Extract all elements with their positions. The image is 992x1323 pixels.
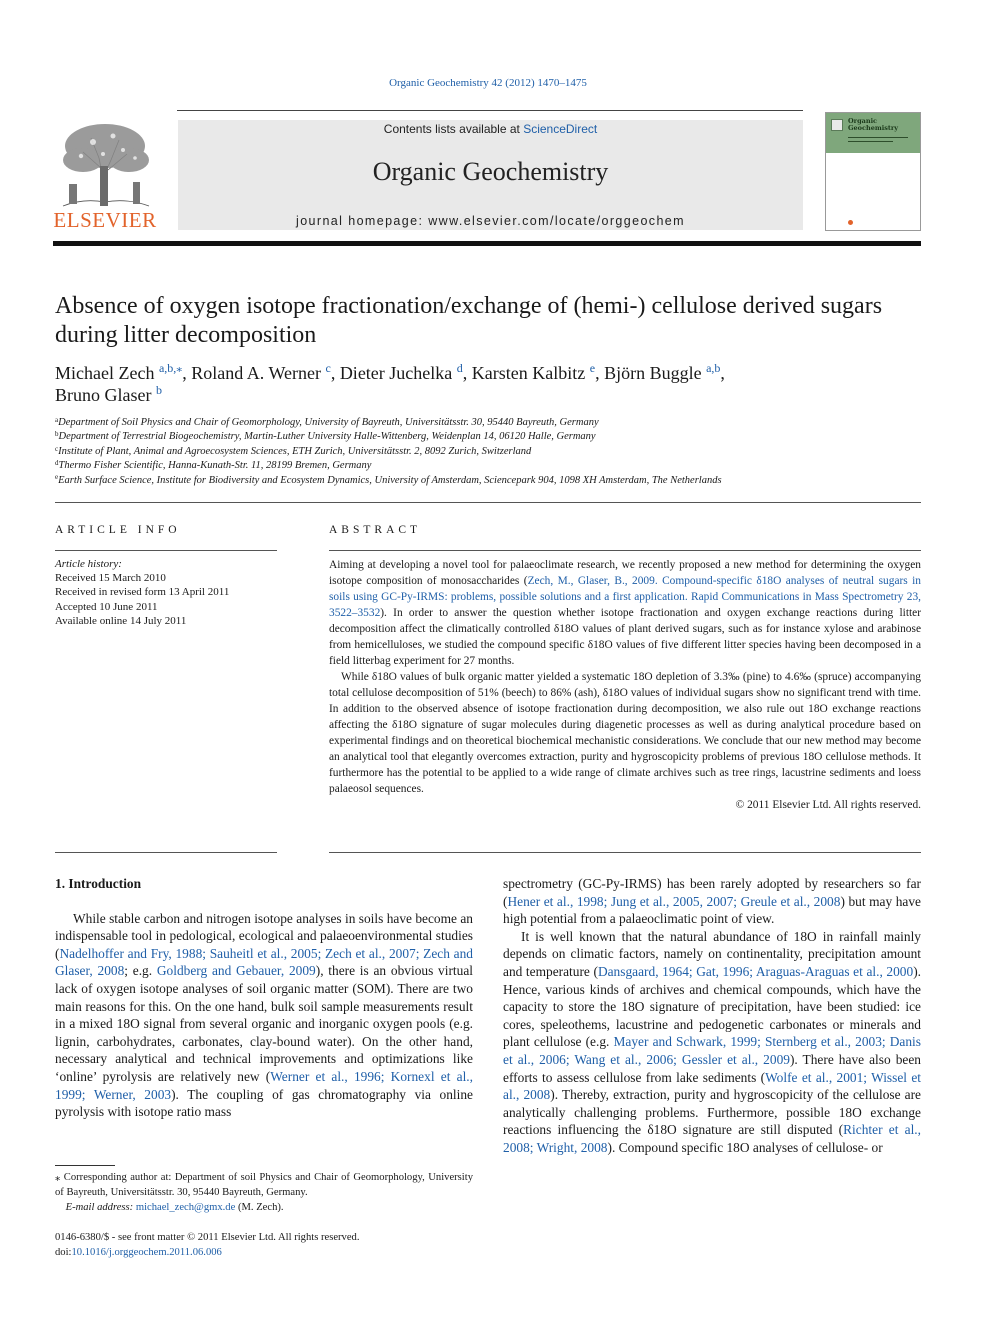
- body-text-run: ). There have also been efforts to assess cellulose from lake sediments (: [503, 1051, 921, 1085]
- affiliation-item: [55, 474, 935, 488]
- article-history-label: Article history:: [55, 558, 122, 570]
- footnote-marker: ⁎: [55, 1172, 61, 1183]
- affiliation-text: Thermo Fisher Scientific, Hanna-Kunath-Str. 11, 28199 Bremen, Germany: [58, 460, 372, 472]
- cover-logo-icon: [831, 119, 843, 131]
- abstract-rule: [329, 550, 921, 551]
- author-affiliation-marker[interactable]: a,b,: [158, 361, 177, 376]
- affiliation-key: e: [55, 473, 59, 482]
- affiliation-list: [55, 416, 935, 488]
- article-info-rule: [55, 550, 277, 551]
- abstract-paragraph: While δ18O values of bulk organic matter yielded a systematic 18O depletion of 3.3‰ (pine) to 4.6‰ (spruce) accompanying total cellulose decomposition of 51% (beech) to 86% (ash), δ18O values of individual sugars show no significant trend with time. In addition to the observed absence of isotope fractionation during decomposition, we also rule out 18O exchange reactions affecting the δ18O signature of sugar molecules during diagenetic processes as well as during analytical procedure based on experimental findings and on theoretical biochemical mechanistic considerations. We conclude that our new method may become an analytical tool that elegantly overcomes extraction, purity and hygroscopicity problems of previous 18O cellulose methods. It furthermore has the potential to be applied to a wide range of climate archives such as tree rings, lacustrine sediments and loess palaeosol sequences.: [329, 671, 921, 795]
- author-separator: ,: [462, 363, 472, 383]
- section-rule: [55, 502, 921, 503]
- body-text-run: ). Thereby, extraction, purity and hygroscopicity of the cellulose are analytically challenging problems. Furthermore, possible 18O exchange reactions influencing the δ18O signature are still disputed (: [503, 1087, 921, 1138]
- footnote-rule: [55, 1165, 115, 1166]
- body-text-run: ). The coupling of gas chromatography via online pyrolysis with isotope ratio mass: [55, 1086, 473, 1120]
- doi-line: [55, 1245, 555, 1260]
- header-top-rule: [177, 110, 803, 111]
- journal-homepage-link[interactable]: journal homepage: www.elsevier.com/locate/orggeochem: [296, 214, 685, 228]
- author-separator: ,: [595, 363, 605, 383]
- footnote-text: [55, 1170, 473, 1200]
- contents-available-line: [178, 122, 803, 136]
- corresponding-author-footnote: [55, 1170, 473, 1215]
- journal-citation-link[interactable]: Organic Geochemistry 42 (2012) 1470–1475: [389, 77, 587, 89]
- history-item: Received in revised form 13 April 2011: [55, 586, 230, 599]
- body-text-run: ) but may have high potential from a palaeoclimatic point of view.: [503, 893, 921, 927]
- author-affiliation-marker[interactable]: d: [456, 361, 463, 376]
- cover-rule: [848, 137, 908, 138]
- sciencedirect-link[interactable]: ScienceDirect: [523, 122, 598, 136]
- copyright-notice: © 2011 Elsevier Ltd. All rights reserved.: [735, 799, 921, 811]
- abstract-rule: [329, 852, 921, 853]
- issn-line: 0146-6380/$ - see front matter © 2011 Elsevier Ltd. All rights reserved.: [55, 1232, 360, 1243]
- author-name[interactable]: Björn Buggle: [604, 363, 702, 383]
- body-text-run: spectrometry (GC-Py-IRMS) has been rarely adopted by researchers so far (: [503, 876, 921, 909]
- body-column-right: [503, 875, 921, 1157]
- author-separator: ,: [330, 363, 340, 383]
- affiliation-key: b: [55, 430, 59, 439]
- citation-link[interactable]: Goldberg and Gebauer, 2009: [156, 963, 316, 979]
- cover-publisher-icon: [848, 220, 853, 225]
- journal-name: Organic Geochemistry: [372, 157, 609, 186]
- email-suffix: (M. Zech).: [235, 1202, 284, 1213]
- abstract-text-run: Aiming at developing a novel tool for palaeoclimate research, we recently proposed a new method for determining the oxygen isotope composition of monosaccharides (: [329, 559, 921, 587]
- affiliation-text: Institute of Plant, Animal and Agroecosystem Sciences, ETH Zurich, Universitätsstr. 2, 8092 Zurich, Switzerland: [58, 445, 532, 457]
- affiliation-item: [55, 416, 935, 430]
- email-link[interactable]: michael_zech@gmx.de: [135, 1202, 236, 1213]
- abstract-paragraph: [329, 557, 921, 669]
- affiliation-item: [55, 445, 935, 459]
- affiliation-text: Department of Soil Physics and Chair of Geomorphology, University of Bayreuth, Universitätsstr. 30, 95440 Bayreuth, Germany: [58, 417, 599, 428]
- affiliation-text: Department of Terrestrial Biogeochemistry, Martin-Luther University Halle-Wittenberg, Weidenplan 14, 06120 Halle, Germany: [58, 431, 596, 443]
- contents-prefix: Contents lists available at: [383, 122, 524, 136]
- header-thick-rule: [53, 241, 921, 246]
- citation-link[interactable]: Nadelhoffer and Fry, 1988; Sauheitl et al., 2005; Zech et al., 2007; Zech and Glaser, 2008: [55, 945, 473, 979]
- citation-link[interactable]: Zech, M., Glaser, B., 2009. Compound-specific δ18O analyses of neutral sugars in soils using GC-Py-IRMS: problems, possible solutions and a first application. Rapid Communications in Mass Spectrometry 23, 3522–3532: [329, 575, 921, 619]
- author-name[interactable]: Michael Zech: [55, 363, 155, 383]
- affiliation-key: d: [55, 459, 59, 468]
- body-paragraph: [55, 910, 473, 1121]
- body-text-run: ). Hence, various kinds of archives and chemical compounds, which have the capacity to store the 18O signature of precipitation, have been studied: ice cores, speleothems, lacustrine and pedogenetic carbonates or minerals and plant cellulose (e.g.: [503, 963, 921, 1050]
- tree-icon: [53, 118, 157, 208]
- citation-link[interactable]: Wolfe et al., 2001; Wissel et al., 2008: [503, 1069, 921, 1103]
- body-paragraph: [503, 928, 921, 1157]
- article-history: [55, 557, 277, 628]
- doi-link[interactable]: 10.1016/j.orggeochem.2011.06.006: [71, 1247, 222, 1258]
- body-paragraph: [503, 875, 921, 928]
- body-text-run: While stable carbon and nitrogen isotope analyses in soils have become an indispensable tool in pedological, ecological and palaeoenvironmental studies (: [55, 910, 473, 961]
- author-list: [55, 362, 925, 406]
- body-text-run: ; e.g.: [124, 963, 157, 979]
- journal-cover-thumbnail[interactable]: [825, 112, 921, 231]
- author-name[interactable]: Dieter Juchelka: [339, 363, 453, 383]
- history-item: Received 15 March 2010: [55, 572, 166, 585]
- body-text-run: ). Compound specific 18O analyses of cellulose- or: [607, 1139, 883, 1155]
- article-info-rule: [55, 852, 277, 853]
- affiliation-item: [55, 459, 935, 473]
- affiliation-key: a: [55, 415, 59, 424]
- author-affiliation-marker[interactable]: e: [589, 361, 596, 376]
- abstract-heading: ABSTRACT: [329, 524, 422, 536]
- author-affiliation-marker[interactable]: a,b: [706, 361, 721, 376]
- author-name[interactable]: Karsten Kalbitz: [471, 363, 586, 383]
- cover-title: Organic Geochemistry: [848, 117, 899, 132]
- affiliation-text: Earth Surface Science, Institute for Biodiversity and Ecosystem Dynamics, University of Amsterdam, Sciencepark 904, 1098 XH Amsterdam, The Netherlands: [58, 474, 722, 486]
- article-info-heading: ARTICLE INFO: [55, 524, 181, 536]
- citation-link[interactable]: Richter et al., 2008; Wright, 2008: [503, 1122, 921, 1155]
- body-column-left: [55, 875, 473, 1121]
- history-item: Available online 14 July 2011: [55, 614, 187, 627]
- abstract-text-run: ). In order to answer the question whether isotope fractionation and oxygen exchange reactions during litter decomposition affect the climatically controlled δ18O values of plant derived sugars, such as for instance xylose and arabinose from hemicelluloses, we studied the compound specific δ18O values of five different litter species having been decomposed in a field litterbag experiment for 27 months.: [329, 607, 921, 667]
- corresponding-author-marker[interactable]: ⁎: [176, 361, 183, 376]
- elsevier-wordmark: ELSEVIER: [53, 208, 157, 232]
- article-identifiers: [55, 1230, 555, 1260]
- author-name[interactable]: Roland A. Werner: [191, 363, 321, 383]
- email-line: [55, 1200, 473, 1215]
- author-separator: ,: [720, 363, 725, 383]
- abstract-body: [329, 557, 921, 813]
- body-text-run: ), there is an obvious virtual lack of oxygen isotope analyses of soil organic matter (SOM). There are two main reasons for this. On the one hand, bulk soil sample measurements result in a mixed 18O signal from several organic and inorganic oxygen pools (e.g. lignin, carbohydrates, carbonates, clay-bound water). On the other hand, necessary analytical and technical improvements and optimizations like ‘online’ pyrolysis are relatively new (: [55, 963, 473, 1084]
- affiliation-item: [55, 430, 935, 444]
- email-label: E-mail address:: [65, 1202, 134, 1213]
- affiliation-key: c: [55, 444, 59, 453]
- citation-link[interactable]: Hener et al., 1998; Jung et al., 2005, 2007; Greule et al., 2008: [507, 893, 841, 909]
- history-item: Accepted 10 June 2011: [55, 600, 158, 613]
- author-affiliation-marker[interactable]: b: [155, 383, 162, 398]
- article-title: Absence of oxygen isotope fractionation/exchange of (hemi-) cellulose derived sugars during litter decomposition: [55, 293, 883, 348]
- citation-link[interactable]: Dansgaard, 1964; Gat, 1996; Araguas-Araguas et al., 2000: [597, 963, 914, 979]
- author-affiliation-marker[interactable]: c: [325, 361, 331, 376]
- section-heading: 1. Introduction: [55, 876, 142, 891]
- citation-link[interactable]: Mayer and Schwark, 1999; Sternberg et al., 2003; Danis et al., 2006; Wang et al., 2006; Gessler et al., 2009: [503, 1034, 921, 1067]
- footnote-body: Corresponding author at: Department of soil Physics and Chair of Geomorphology, University of Bayreuth, Universitätsstr. 30, 95440 Bayreuth, Germany.: [55, 1172, 473, 1198]
- body-text-run: It is well known that the natural abundance of 18O in rainfall mainly depends on climatic factors, namely on continentality, precipitation amount and temperature (: [503, 928, 921, 979]
- citation-link[interactable]: Werner et al., 1996; Kornexl et al., 1999; Werner, 2003: [55, 1068, 473, 1102]
- cover-rule: [848, 141, 893, 142]
- doi-label: doi:: [55, 1247, 72, 1258]
- author-name[interactable]: Bruno Glaser: [55, 385, 152, 405]
- author-separator: ,: [182, 363, 192, 383]
